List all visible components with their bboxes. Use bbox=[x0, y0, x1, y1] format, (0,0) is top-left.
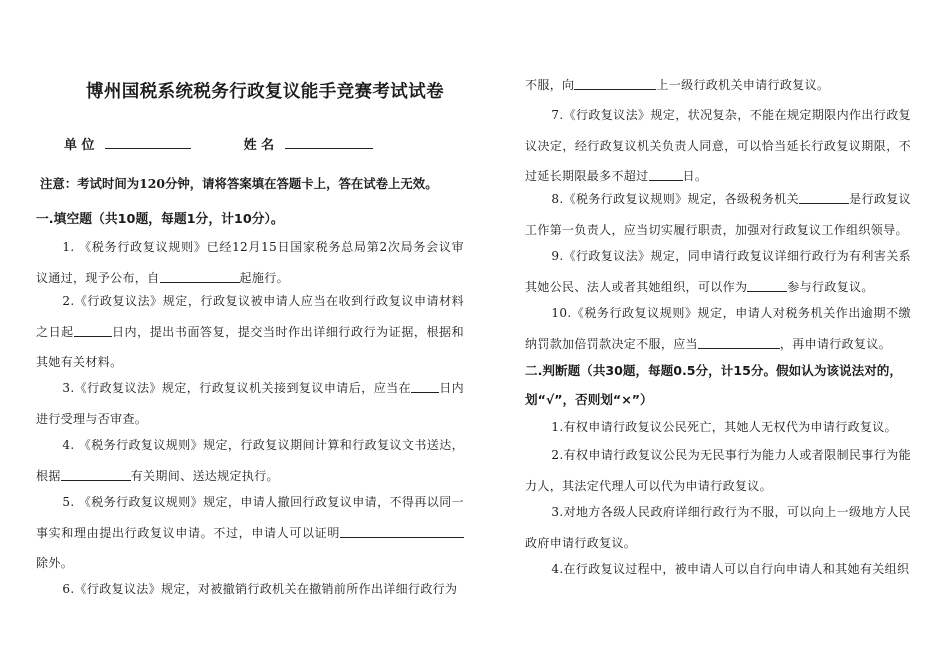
section-fill-heading: 一.填空题（共10题，每题1分，计10分）。 bbox=[36, 212, 284, 227]
question-8-tail: 是行政复议工作第一负责人，应当切实履行职责，加强对行政复议工作组织领导。 bbox=[525, 192, 911, 237]
question-9-tail: 参与行政复议。 bbox=[787, 279, 874, 294]
question-10 bbox=[525, 298, 911, 359]
question-6-tail: 上一级行政机关申请行政复议。 bbox=[656, 78, 830, 92]
question-3-text: 3.《行政复议法》规定，行政复议机关接到复议申请后，应当在 bbox=[62, 381, 412, 395]
question-7-tail: 日。 bbox=[682, 169, 708, 183]
answer-blank[interactable] bbox=[574, 76, 656, 90]
question-4-text: 4. 《税务行政复议规则》规定，行政复议期间计算和行政复议文书送达，根据 bbox=[36, 438, 464, 483]
answer-blank[interactable] bbox=[74, 323, 112, 337]
question-6-continued bbox=[525, 70, 911, 101]
question-6-text: 6.《行政复议法》规定，对被撤销行政机关在撤销前所作出详细行政行为 bbox=[62, 582, 458, 596]
judge-3-text: 3.对地方各级人民政府详细行政行为不服，可以向上一级地方人民政府申请行政复议。 bbox=[525, 505, 911, 550]
exam-notice: 注意：考试时间为120分钟，请将答案填在答题卡上，答在试卷上无效。 bbox=[40, 176, 438, 191]
question-4-tail: 有关期间、送达规定执行。 bbox=[130, 468, 279, 483]
question-8 bbox=[525, 184, 911, 245]
question-7 bbox=[525, 100, 911, 192]
judge-3 bbox=[525, 497, 911, 558]
question-1-text: 1. 《税务行政复议规则》已经12月15日国家税务总局第2次局务会议审议通过，现予公布，自 bbox=[36, 240, 464, 285]
question-4 bbox=[36, 430, 464, 491]
answer-blank[interactable] bbox=[411, 379, 439, 393]
question-3-tail: 日内进行受理与否审查。 bbox=[36, 381, 464, 426]
candidate-info bbox=[60, 134, 440, 153]
question-10-text: 10.《税务行政复议规则》规定，申请人对税务机关作出逾期不缴纳罚款加倍罚款决定不服，应当 bbox=[525, 306, 911, 351]
question-1 bbox=[36, 232, 464, 293]
name-label: 姓 名 bbox=[243, 138, 275, 153]
judge-2 bbox=[525, 440, 911, 501]
question-5-text: 5. 《税务行政复议规则》规定，申请人撤回行政复议申请，不得再以同一事实和理由提出行政复议申请。不过，申请人可以证明 bbox=[36, 495, 464, 540]
section-judge-heading: 二.判断题（共30题，每题0.5分，计15分。假如认为该说法对的，划“√”，否则划“×”） bbox=[525, 363, 902, 407]
question-2-tail: 日内，提出书面答复，提交当时作出详细行政行为证据，根据和其她有关材料。 bbox=[36, 324, 464, 369]
question-8-text: 8.《税务行政复议规则》规定，各级税务机关 bbox=[551, 192, 800, 206]
question-10-tail: ，再申请行政复议。 bbox=[779, 336, 892, 351]
unit-blank[interactable] bbox=[105, 136, 191, 149]
exam-title: 博州国税系统税务行政复议能手竞赛考试试卷 bbox=[86, 82, 444, 102]
question-2-text: 2.《行政复议法》规定，行政复议被申请人应当在收到行政复议申请材料之日起 bbox=[36, 294, 464, 339]
answer-blank[interactable] bbox=[747, 278, 787, 292]
question-6-cont-text: 不服，向 bbox=[525, 78, 575, 92]
question-2 bbox=[36, 286, 464, 378]
question-1-tail: 起施行。 bbox=[239, 270, 289, 285]
judge-2-text: 2.有权申请行政复议公民为无民事行为能力人或者限制民事行为能力人，其法定代理人可以代为申请行政复议。 bbox=[525, 448, 911, 493]
question-9-text: 9.《行政复议法》规定，同申请行政复议详细行政行为有利害关系其她公民、法人或者其她组织，可以作为 bbox=[525, 249, 911, 294]
unit-label: 单 位 bbox=[64, 138, 95, 153]
answer-blank[interactable] bbox=[649, 167, 683, 181]
answer-blank[interactable] bbox=[698, 335, 780, 349]
answer-blank[interactable] bbox=[340, 524, 464, 538]
judge-4 bbox=[525, 554, 911, 585]
question-3 bbox=[36, 373, 464, 434]
name-blank[interactable] bbox=[285, 136, 373, 149]
answer-blank[interactable] bbox=[61, 467, 131, 481]
judge-1-text: 1.有权申请行政复议公民死亡，其她人无权代为申请行政复议。 bbox=[551, 420, 897, 434]
answer-blank[interactable] bbox=[799, 190, 849, 204]
question-5 bbox=[36, 487, 464, 579]
question-9 bbox=[525, 241, 911, 302]
question-6 bbox=[36, 574, 464, 605]
question-7-text: 7.《行政复议法》规定，状况复杂，不能在规定期限内作出行政复议决定，经行政复议机关负责人同意，可以恰当延长行政复议期限，不过延长期限最多不超过 bbox=[525, 108, 911, 183]
judge-1 bbox=[525, 412, 911, 443]
answer-blank[interactable] bbox=[160, 269, 240, 283]
judge-4-text: 4.在行政复议过程中，被申请人可以自行向申请人和其她有关组织 bbox=[551, 562, 910, 576]
question-5-tail: 除外。 bbox=[36, 556, 74, 570]
